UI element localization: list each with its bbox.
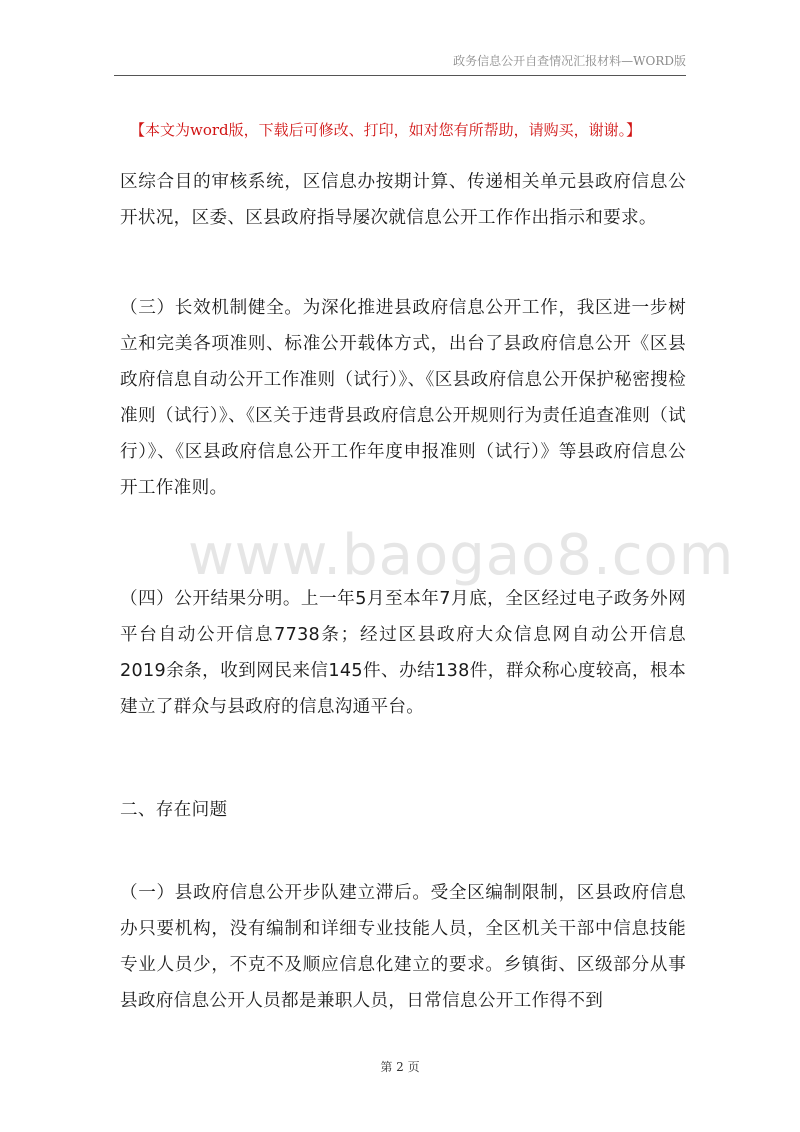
paragraph-team-building: （一）县政府信息公开步队建立滞后。受全区编制限制，区县政府信息办只要机构，没有编制和详细专业技能人员，全区机关干部中信息技能专业人员少，不克不及顺应信息化建立的要求。乡镇街、区级部分从事县政府信息公开人员都是兼职人员，日常信息公开工作得不到 [120,883,686,1011]
running-header: 政务信息公开自查情况汇报材料—WORD版 [453,54,686,68]
download-notice: 【本文为word版，下载后可修改、打印，如对您有所帮助，请购买，谢谢。】 [130,121,642,139]
paragraph-mechanism: （三）长效机制健全。为深化推进县政府信息公开工作，我区进一步树立和完美各项准则、标准公开载体方式，出台了县政府信息公开《区县政府信息自动公开工作准则（试行）》、《区县政府信息公开保护秘密搜检准则（试行）》、《区关于违背县政府信息公开规则行为责任追查准则（试行）》、《区县政府信息公开工作年度申报准则（试行）》等县政府信息公开工作准则。 [120,298,686,498]
section-heading-problems: 二、存在问题 [120,800,228,820]
paragraph-results: （四）公开结果分明。上一年5月至本年7月底，全区经过电子政务外网平台自动公开信息7738条；经过区县政府大众信息网自动公开信息2019余条，收到网民来信145件、办结138件，群众称心度较高，根本建立了群众与县政府的信息沟通平台。 [120,589,686,717]
header-divider [114,75,686,76]
page-number: 第 2 页 [380,1060,420,1074]
watermark-text: www.baogao8.com [188,523,735,588]
paragraph-continuation: 区综合目的审核系统，区信息办按期计算、传递相关单元县政府信息公开状况，区委、区县政府指导屡次就信息公开工作作出指示和要求。 [120,172,686,228]
